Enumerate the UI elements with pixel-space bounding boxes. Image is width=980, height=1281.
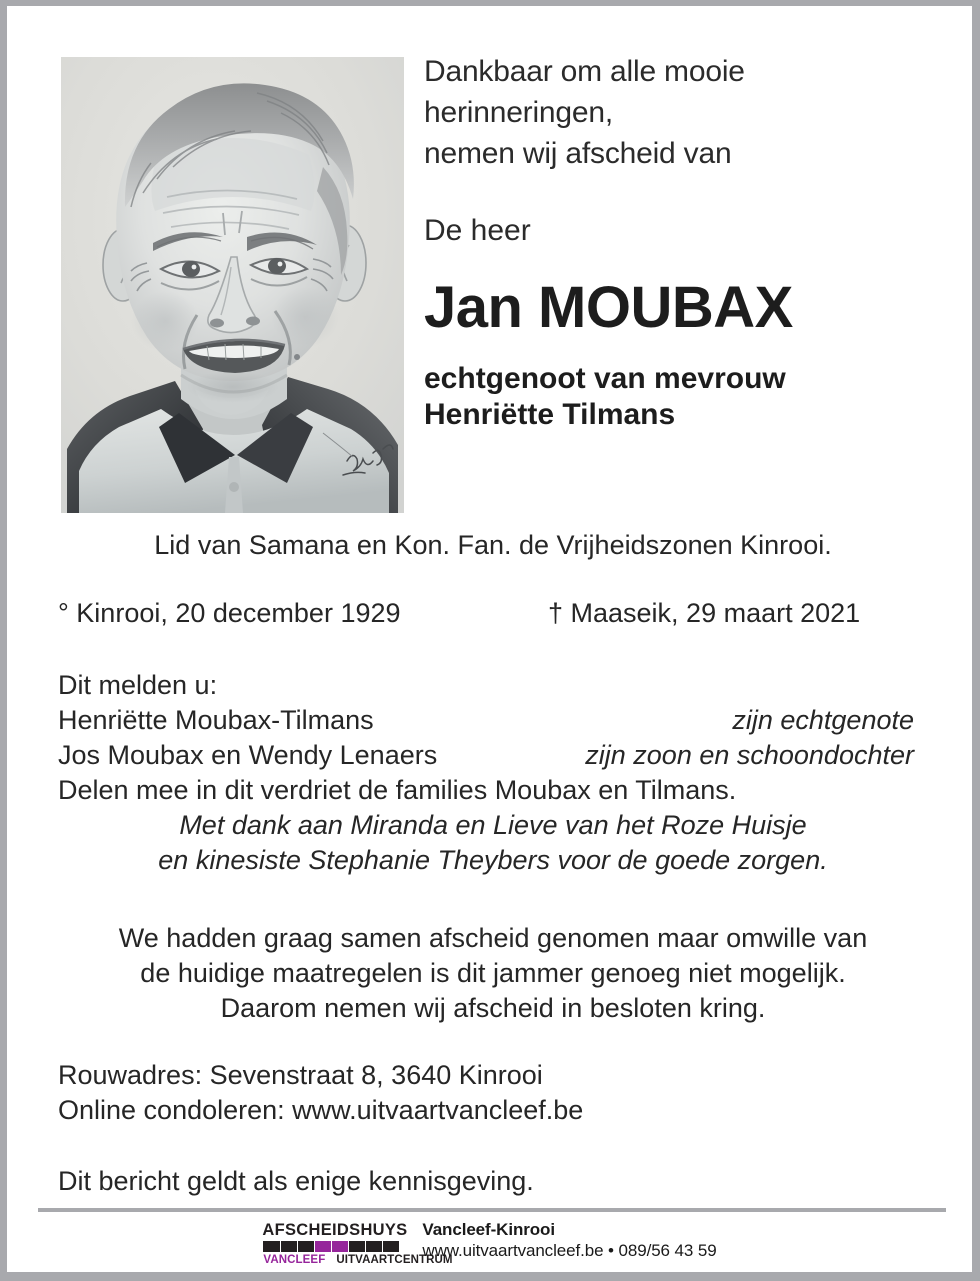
header-section bbox=[7, 6, 972, 516]
logo-subtitle-row bbox=[262, 1254, 453, 1267]
family-member-relation: zijn zoon en schoondochter bbox=[585, 740, 914, 770]
spouse-line-2: Henriëtte Tilmans bbox=[424, 398, 676, 431]
thanks-line-1: Met dank aan Miranda en Lieve van het Roze Huisje bbox=[179, 810, 807, 840]
announcement-block bbox=[58, 668, 928, 878]
footer-divider bbox=[38, 1208, 946, 1212]
logo-square bbox=[332, 1241, 348, 1252]
logo-square bbox=[383, 1241, 399, 1252]
logo-square bbox=[366, 1241, 382, 1252]
birth-date: ° Kinrooi, 20 december 1929 bbox=[58, 598, 401, 628]
thanks-line-2: en kinesiste Stephanie Theybers voor de goede zorgen. bbox=[158, 845, 828, 875]
logo-wordmark: AFSCHEIDSHUYS bbox=[262, 1221, 408, 1239]
logo-square-bar bbox=[263, 1241, 399, 1252]
frame-border-left bbox=[0, 0, 7, 1281]
membership-line: Lid van Samana en Kon. Fan. de Vrijheidszonen Kinrooi. bbox=[154, 530, 832, 560]
afscheidshuys-logo bbox=[262, 1221, 453, 1267]
deceased-name: Jan MOUBAX bbox=[424, 275, 793, 340]
logo-square bbox=[263, 1241, 279, 1252]
message-line-2: de huidige maatregelen is dit jammer genoeg niet mogelijk. bbox=[140, 958, 846, 988]
frame-border-right bbox=[972, 0, 980, 1281]
logo-square bbox=[349, 1241, 365, 1252]
closing-block bbox=[58, 1164, 928, 1199]
family-member-relation: zijn echtgenote bbox=[732, 705, 914, 735]
portrait-photo bbox=[61, 57, 404, 513]
logo-subtitle: UITVAARTCENTRUM bbox=[336, 1254, 453, 1266]
logo-brand: VANCLEEF bbox=[263, 1254, 326, 1266]
portrait-drawing bbox=[61, 57, 404, 513]
family-member-name: Jos Moubax en Wendy Lenaers bbox=[58, 740, 438, 770]
footer-contact-block bbox=[422, 1218, 716, 1262]
logo-square bbox=[298, 1241, 314, 1252]
logo-square bbox=[315, 1241, 331, 1252]
spouse-line-1: echtgenoot van mevrouw bbox=[424, 362, 786, 395]
honorific: De heer bbox=[424, 214, 531, 247]
family-member-name: Henriëtte Moubax-Tilmans bbox=[58, 705, 374, 735]
closing-line: Dit bericht geldt als enige kennisgeving. bbox=[58, 1166, 534, 1196]
intro-line-3: nemen wij afscheid van bbox=[424, 137, 732, 170]
membership-block bbox=[58, 528, 928, 563]
header-text-block bbox=[424, 51, 964, 433]
intro-line-1: Dankbaar om alle mooie bbox=[424, 55, 745, 88]
family-row bbox=[58, 738, 914, 773]
logo-square bbox=[281, 1241, 297, 1252]
announce-heading: Dit melden u: bbox=[58, 670, 218, 700]
intro-line-2: herinneringen, bbox=[424, 96, 614, 129]
mourning-address: Rouwadres: Sevenstraat 8, 3640 Kinrooi bbox=[58, 1060, 543, 1090]
footer bbox=[7, 1218, 972, 1267]
frame-border-bottom bbox=[0, 1272, 980, 1281]
message-block bbox=[58, 921, 928, 1026]
message-line-3: Daarom nemen wij afscheid in besloten kring. bbox=[220, 993, 766, 1023]
address-block bbox=[58, 1058, 928, 1128]
footer-contact-line: www.uitvaartvancleef.be • 089/56 43 59 bbox=[422, 1241, 717, 1260]
footer-company-name: Vancleef-Kinrooi bbox=[422, 1220, 555, 1239]
death-date: † Maaseik, 29 maart 2021 bbox=[548, 598, 861, 628]
card-content bbox=[7, 6, 972, 1272]
shared-grief-line: Delen mee in dit verdriet de families Moubax en Tilmans. bbox=[58, 775, 737, 805]
dates-block bbox=[58, 596, 928, 631]
online-condolences: Online condoleren: www.uitvaartvancleef.be bbox=[58, 1095, 584, 1125]
message-line-1: We hadden graag samen afscheid genomen maar omwille van bbox=[118, 923, 868, 953]
family-row bbox=[58, 703, 914, 738]
